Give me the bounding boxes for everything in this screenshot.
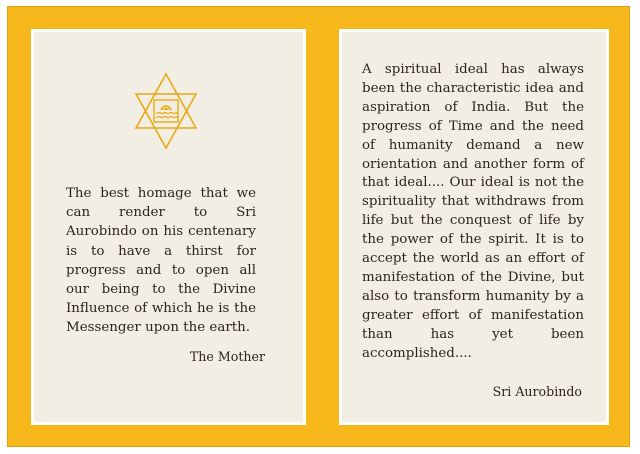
right-quote-card [339,29,609,425]
mother-quote-text: The best homage that we can render to Sri Aurobindo on his centenary is to have a thirst for progress and to open all our being to the Divine Influence of which he is the Messenger upon the earth. [66,186,256,336]
aurobindo-attribution: Sri Aurobindo [492,384,582,399]
card-frame [7,6,630,447]
sri-aurobindo-symbol-icon [130,72,202,150]
left-quote-card [31,29,306,425]
mother-attribution: The Mother [189,349,265,364]
aurobindo-quote-text: A spiritual ideal has always been the characteristic idea and aspiration of India. But the progress of Time and the need of humanity demand a new orientation and another form of that ideal.... Our ideal is not the spirituality that withdraws from life but the conquest of life by the power of the spirit. It is to accept the world as an effort of manifestation of the Divine, but also to transform humanity by a greater effort of manifestation than has yet been accomplished.... [362,62,584,361]
